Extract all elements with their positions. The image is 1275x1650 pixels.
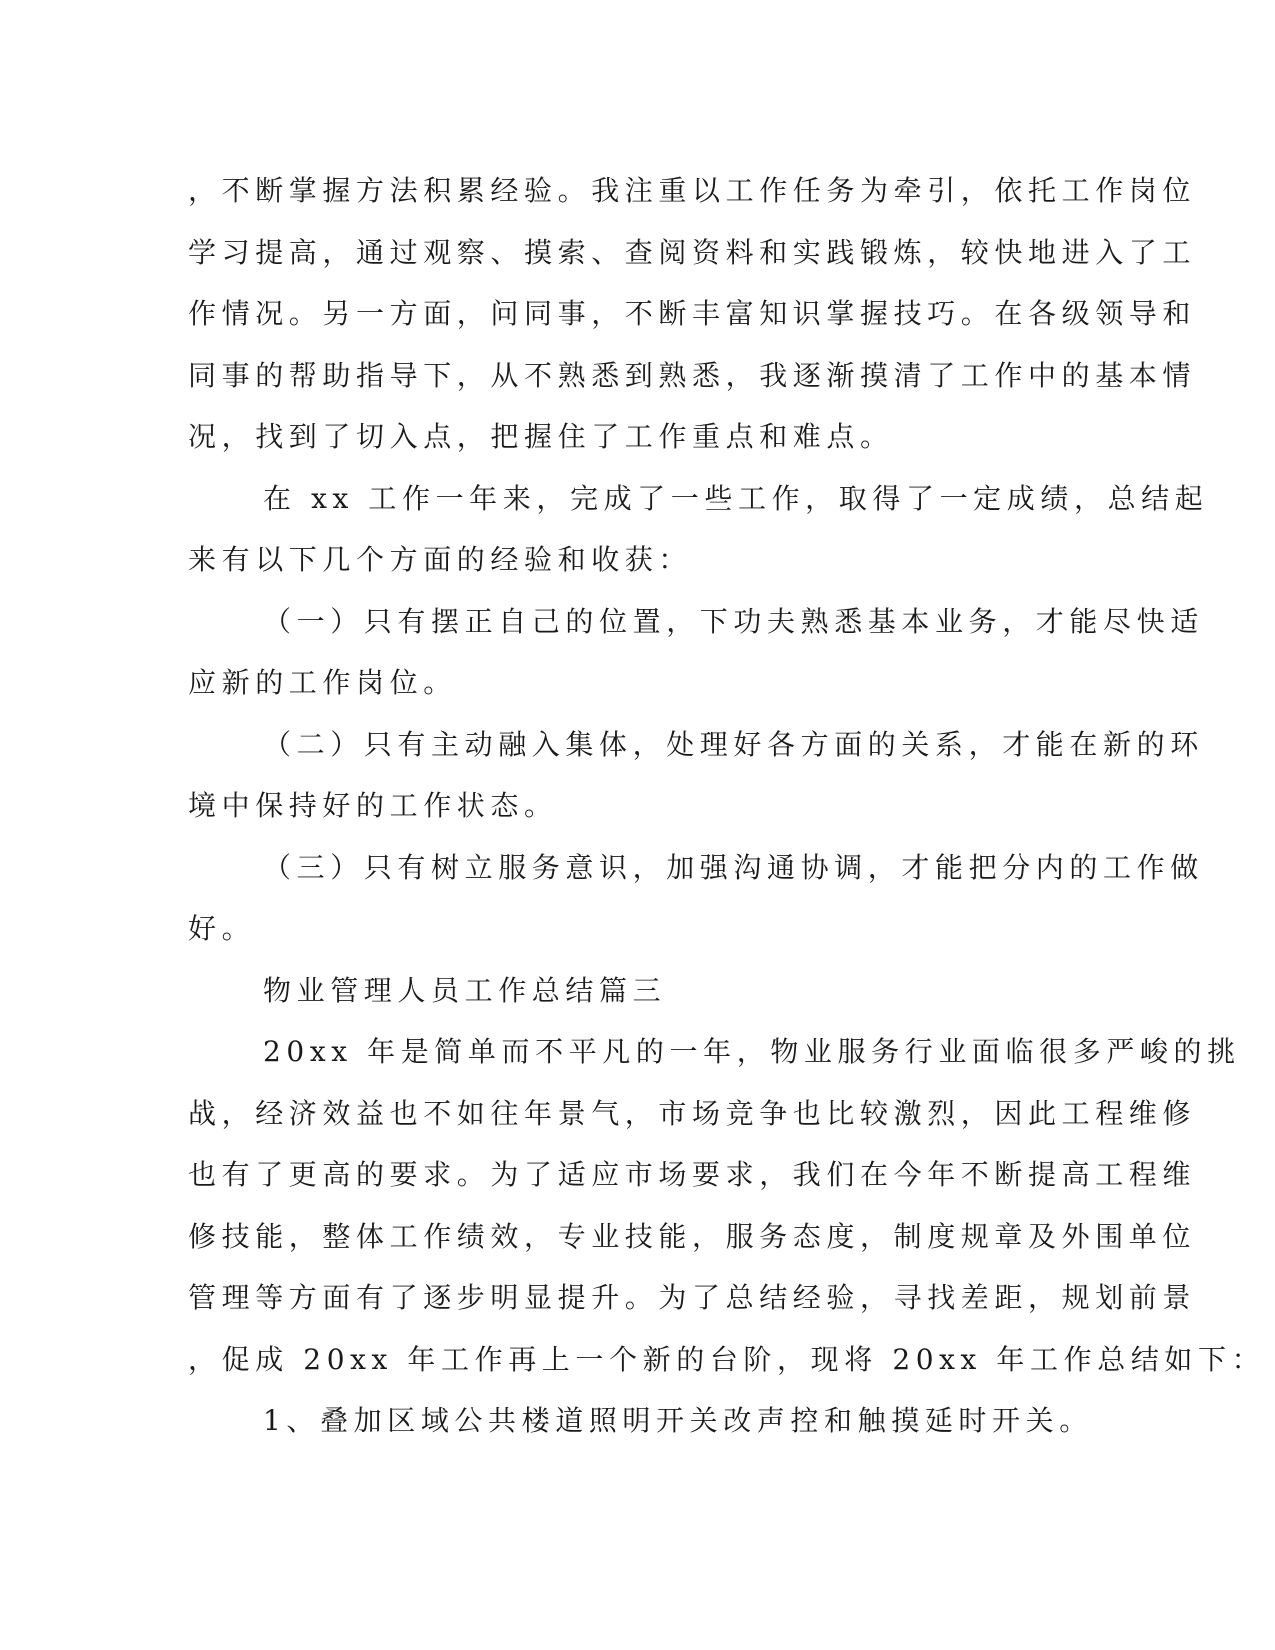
text-line: 1、叠加区域公共楼道照明开关改声控和触摸延时开关。 (263, 1404, 1093, 1437)
text-line: 修技能，整体工作绩效，专业技能，服务态度，制度规章及外围单位 (188, 1219, 1197, 1253)
text-line: 学习提高，通过观察、摸索、查阅资料和实践锻炼，较快地进入了工 (188, 235, 1197, 269)
text-line: 物业管理人员工作总结篇三 (263, 973, 667, 1007)
text-line: 好。 (188, 912, 256, 945)
text-line: 应新的工作岗位。 (188, 666, 457, 699)
text-line: 况，找到了切入点，把握住了工作重点和难点。 (188, 420, 894, 453)
text-line: 战，经济效益也不如往年景气，市场竞争也比较激烈，因此工程维修 (188, 1096, 1197, 1130)
document-body (188, 160, 1266, 1452)
text-line: （三）只有树立服务意识，加强沟通协调，才能把分内的工作做 (263, 850, 1204, 884)
text-line: 来有以下几个方面的经验和收获： (188, 543, 693, 576)
text-line: 同事的帮助指导下，从不熟悉到熟悉，我逐渐摸清了工作中的基本情 (188, 358, 1197, 392)
text-line: 作情况。另一方面，问同事，不断丰富知识掌握技巧。在各级领导和 (188, 297, 1197, 330)
text-line: 管理等方面有了逐步明显提升。为了总结经验，寻找差距，规划前景 (188, 1281, 1197, 1314)
text-line: （二）只有主动融入集体，处理好各方面的关系，才能在新的环 (263, 727, 1204, 761)
text-line: 20xx 年是简单而不平凡的一年，物业服务行业面临很多严峻的挑 (263, 1035, 1241, 1068)
text-line: （一）只有摆正自己的位置，下功夫熟悉基本业务，才能尽快适 (263, 604, 1204, 638)
text-line: ，促成 20xx 年工作再上一个新的台阶，现将 20xx 年工作总结如下： (188, 1342, 1266, 1376)
text-line: 在 xx 工作一年来，完成了一些工作，取得了一定成绩，总结起 (263, 481, 1209, 515)
text-line: ，不断掌握方法积累经验。我注重以工作任务为牵引，依托工作岗位 (188, 174, 1197, 207)
text-line: 境中保持好的工作状态。 (188, 789, 558, 822)
text-line: 也有了更高的要求。为了适应市场要求，我们在今年不断提高工程维 (188, 1158, 1197, 1191)
